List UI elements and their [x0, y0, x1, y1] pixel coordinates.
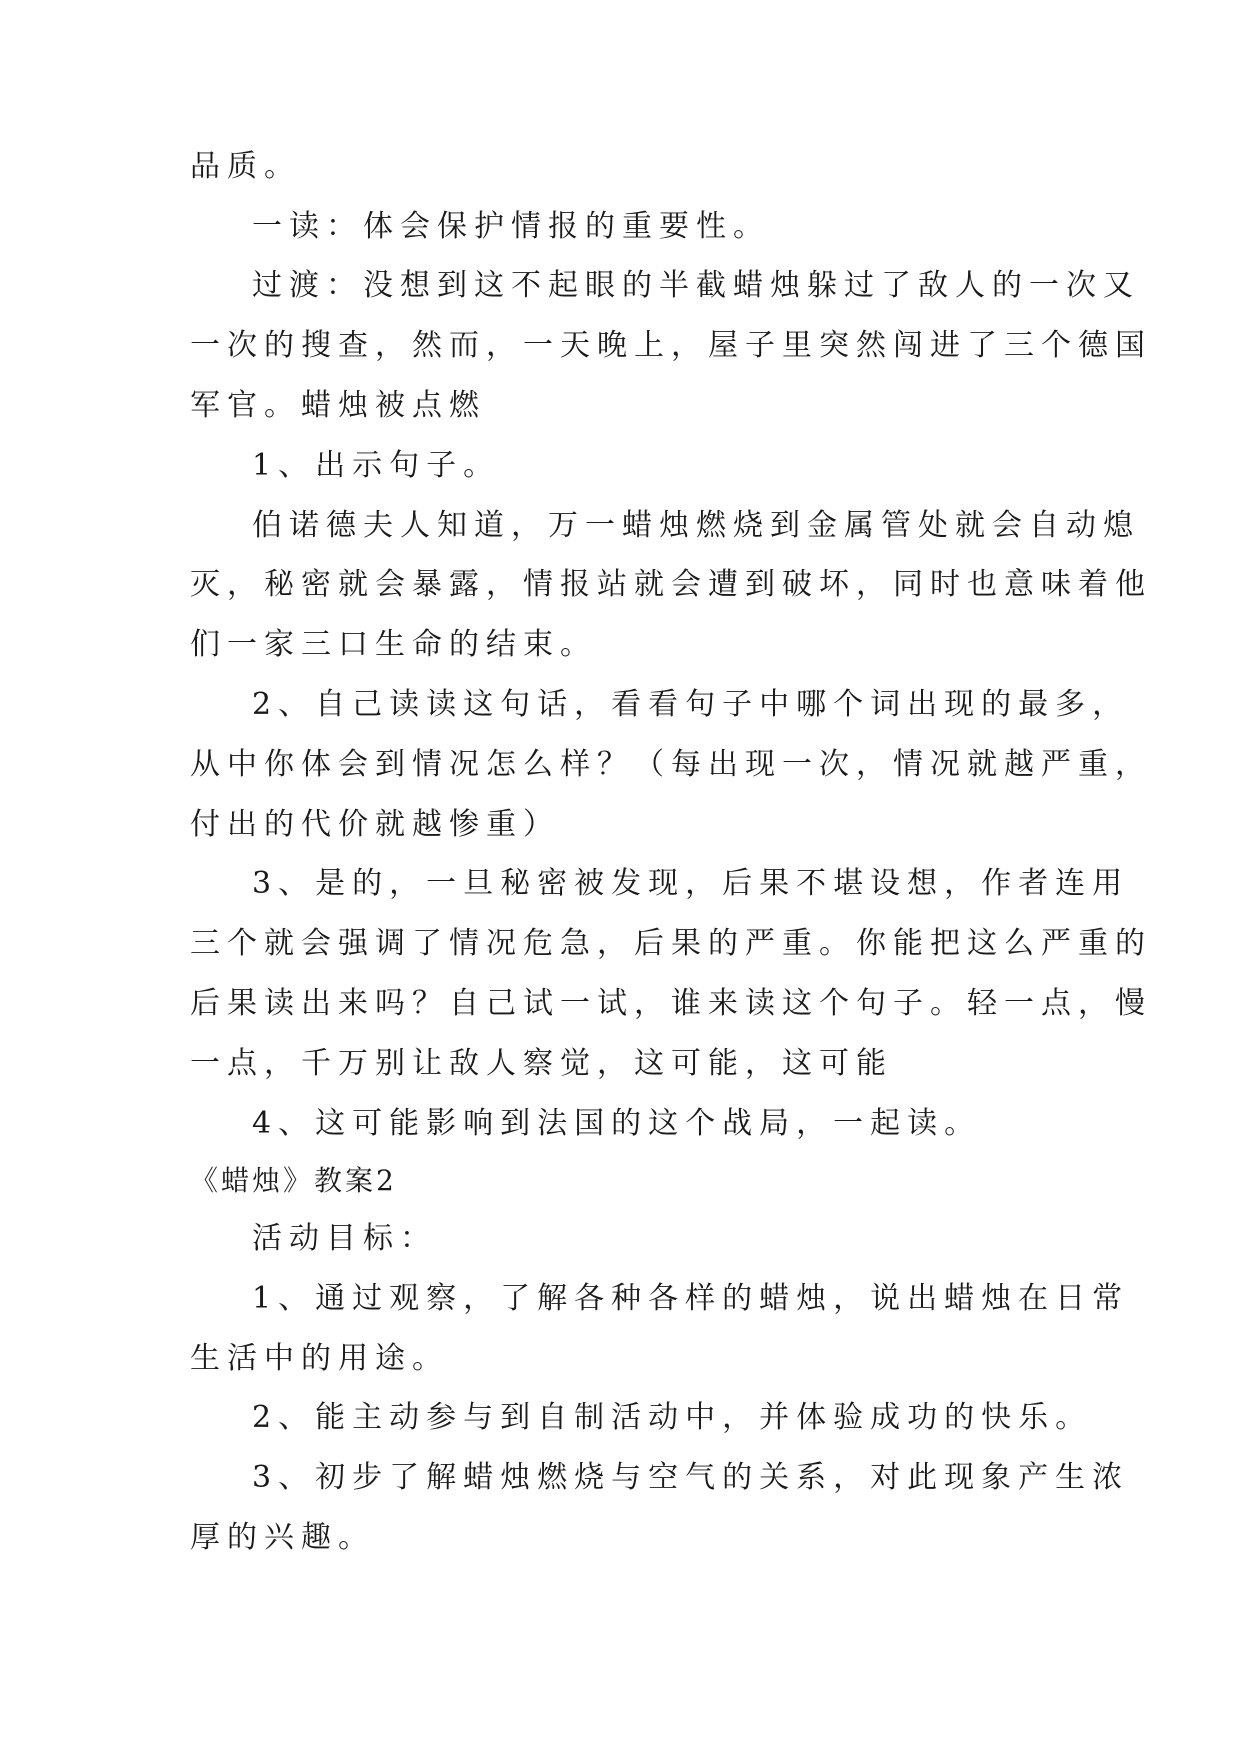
section-title: 《蜡烛》教案2 — [190, 1164, 397, 1197]
paragraph-line: 4、这可能影响到法国的这个战局，一起读。 — [252, 1106, 982, 1141]
paragraph-line: 1、通过观察，了解各种各样的蜡烛，说出蜡烛在日常 — [252, 1281, 1130, 1316]
paragraph-line: 军官。蜡烛被点燃 — [190, 388, 486, 423]
paragraph-line: 付出的代价就越惨重） — [190, 807, 560, 842]
paragraph-line: 过渡：没想到这不起眼的半截蜡烛躲过了敌人的一次又 — [252, 268, 1140, 303]
paragraph-line: 伯诺德夫人知道，万一蜡烛燃烧到金属管处就会自动熄 — [252, 508, 1140, 543]
paragraph-line: 品质。 — [190, 149, 301, 184]
paragraph-line: 一读：体会保护情报的重要性。 — [252, 209, 770, 244]
paragraph-line: 从中你体会到情况怎么样？（每出现一次，情况就越严重， — [190, 747, 1152, 782]
paragraph-line: 3、初步了解蜡烛燃烧与空气的关系，对此现象产生浓 — [252, 1460, 1130, 1495]
paragraph-line: 一点，千万别让敌人察觉，这可能，这可能 — [190, 1046, 893, 1081]
paragraph-line: 2、能主动参与到自制活动中，并体验成功的快乐。 — [252, 1400, 1093, 1435]
paragraph-line: 灭，秘密就会暴露，情报站就会遭到破坏，同时也意味着他 — [190, 567, 1152, 602]
paragraph-line: 3、是的，一旦秘密被发现，后果不堪设想，作者连用 — [252, 866, 1130, 901]
paragraph-line: 厚的兴趣。 — [190, 1520, 375, 1555]
paragraph-line: 一次的搜查，然而，一天晚上，屋子里突然闯进了三个德国 — [190, 328, 1152, 363]
paragraph-line: 三个就会强调了情况危急，后果的严重。你能把这么严重的 — [190, 926, 1152, 961]
paragraph-line: 后果读出来吗？自己试一试，谁来读这个句子。轻一点，慢 — [190, 986, 1152, 1021]
paragraph-line: 1、出示句子。 — [252, 448, 501, 483]
paragraph-line: 活动目标： — [252, 1221, 437, 1256]
paragraph-line: 们一家三口生命的结束。 — [190, 627, 597, 662]
paragraph-line: 2、自己读读这句话，看看句子中哪个词出现的最多， — [252, 687, 1130, 722]
paragraph-line: 生活中的用途。 — [190, 1341, 449, 1376]
